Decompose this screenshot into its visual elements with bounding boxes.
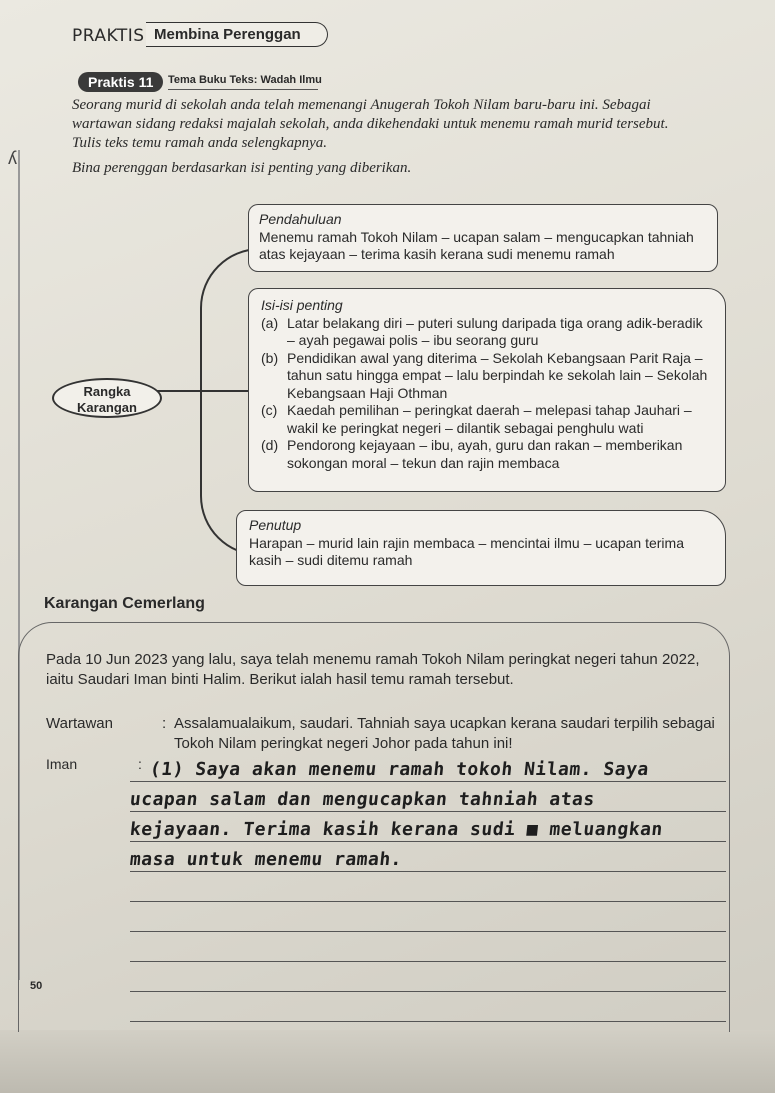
isi-marker: (c) xyxy=(261,402,278,418)
answer-line[interactable] xyxy=(130,842,726,872)
theme-underline xyxy=(168,89,318,90)
karangan-title: Karangan Cemerlang xyxy=(44,595,205,612)
center-label-1: Rangka xyxy=(83,384,131,399)
isi-text: Pendorong kejayaan – ibu, ayah, guru dan rakan – memberikan sokongan moral – tekun dan rajin membaca xyxy=(287,437,683,471)
karangan-intro: Pada 10 Jun 2023 yang lalu, saya telah menemu ramah Tokoh Nilam peringkat negeri tahun 2022, iaitu Saudari Iman binti Halim. Berikut ialah hasil temu ramah tersebut. xyxy=(46,651,700,688)
pen-mark-icon: ʎ xyxy=(8,148,17,168)
answer-line[interactable] xyxy=(130,902,726,932)
handwritten-text: (1) Saya akan menemu ramah tokoh Nilam. Saya xyxy=(148,759,650,780)
isi-item xyxy=(261,315,713,350)
answer-area[interactable] xyxy=(130,752,726,1022)
section-title: Membina Perenggan xyxy=(146,22,328,47)
wartawan-label: Wartawan xyxy=(46,715,113,732)
penutup-box xyxy=(236,510,726,586)
wartawan-colon: : xyxy=(162,715,167,732)
instructions xyxy=(72,96,712,178)
penutup-heading: Penutup xyxy=(249,517,302,533)
answer-line[interactable] xyxy=(130,812,726,842)
handwritten-text: masa untuk menemu ramah. xyxy=(128,849,404,870)
answer-line[interactable] xyxy=(130,992,726,1022)
isi-heading: Isi-isi penting xyxy=(261,297,343,313)
isi-list xyxy=(261,315,713,473)
pendahuluan-box xyxy=(248,204,718,272)
isi-text: Kaedah pemilihan – peringkat daerah – melepasi tahap Jauhari – wakil ke peringkat negeri – dilantik sebagai penghulu wati xyxy=(287,402,692,436)
center-label-2: Karangan xyxy=(77,400,137,415)
pendahuluan-heading: Pendahuluan xyxy=(259,211,342,227)
isi-item xyxy=(261,350,713,403)
wartawan-text: Assalamualaikum, saudari. Tahniah saya ucapkan kerana saudari terpilih sebagai Tokoh Nilam peringkat negeri Johor pada tahun ini! xyxy=(174,715,715,752)
iman-label: Iman xyxy=(46,756,78,772)
isi-marker: (b) xyxy=(261,349,279,366)
penutup-text: Harapan – murid lain rajin membaca – mencintai ilmu – ucapan terima kasih – sudi ditemu ramah xyxy=(249,534,684,568)
handwritten-text: ucapan salam dan mengucapkan tahniah atas xyxy=(128,789,596,810)
answer-line[interactable] xyxy=(130,782,726,812)
wartawan-line xyxy=(46,714,726,754)
isi-box xyxy=(248,288,726,492)
isi-marker: (d) xyxy=(261,437,279,453)
pendahuluan-text: Menemu ramah Tokoh Nilam – ucapan salam – mengucapkan tahniah atas kejayaan – terima kasih kerana sudi menemu ramah xyxy=(259,228,694,262)
instruction-build: Bina perenggan berdasarkan isi penting yang diberikan. xyxy=(72,160,412,176)
section-label: PRAKTIS xyxy=(72,26,145,46)
page-shadow xyxy=(0,1030,775,1093)
exercise-badge: Praktis 11 xyxy=(78,72,163,92)
mindmap-center xyxy=(52,378,162,418)
isi-marker: (a) xyxy=(261,314,279,331)
answer-line[interactable] xyxy=(130,932,726,962)
handwritten-text: kejayaan. Terima kasih kerana sudi ■ meluangkan xyxy=(128,819,664,840)
instruction-write: Tulis teks temu ramah anda selengkapnya. xyxy=(72,135,327,151)
isi-item xyxy=(261,437,713,472)
answer-line[interactable] xyxy=(130,962,726,992)
answer-line[interactable] xyxy=(130,872,726,902)
instruction-task: Seorang murid di sekolah anda telah memenangi Anugerah Tokoh Nilam baru-baru ini. Sebagai wartawan sidang redaksi majalah sekolah, anda dikehendaki untuk menemu ramah murid tersebut. xyxy=(72,97,669,132)
isi-text: Pendidikan awal yang diterima – Sekolah Kebangsaan Parit Raja – tahun satu hingga empat – lalu berpindah ke sekolah lain – Sekolah Kebangsaan Haji Othman xyxy=(287,349,708,401)
page-number: 50 xyxy=(30,980,43,992)
iman-colon: : xyxy=(138,756,142,772)
connector-middle xyxy=(150,390,250,392)
isi-text: Latar belakang diri – puteri sulung daripada tiga orang adik-beradik – ayah pegawai polis – ibu seorang guru xyxy=(287,314,703,348)
isi-item xyxy=(261,402,713,437)
theme-label: Tema Buku Teks: Wadah Ilmu xyxy=(168,74,322,86)
answer-line[interactable] xyxy=(130,752,726,782)
